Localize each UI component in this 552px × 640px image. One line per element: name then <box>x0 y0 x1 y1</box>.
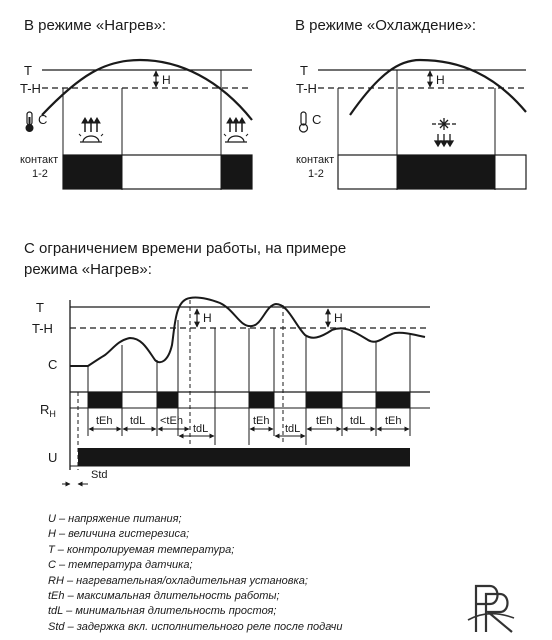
cooling-t-h-label: T-H <box>296 81 317 96</box>
legend-item: T – контролируемая температура; <box>48 543 235 556</box>
cooling-contact-label: контакт <box>296 154 335 166</box>
cooling-t-label: T <box>300 63 308 78</box>
limited-h-label-1: H <box>203 311 212 325</box>
heating-diagram <box>20 60 252 190</box>
cooling-contact-number: 1-2 <box>308 168 324 180</box>
legend-item: tEh – максимальная длительность работы; <box>48 590 280 603</box>
limited-temperature-curve <box>70 297 425 366</box>
cooling-mode-title: В режиме «Охлаждение»: <box>295 17 477 34</box>
limited-rh-on-5 <box>376 392 410 408</box>
legend-item: RH – нагревательная/охладительная установка; <box>48 574 308 587</box>
interval-label-tdL-4: tdL <box>350 415 366 427</box>
limited-h-label-2: H <box>334 311 343 325</box>
interval-label-tEh-2: tEh <box>253 415 270 427</box>
heat-arrows-icon <box>224 118 248 142</box>
interval-label-tEh-3: tEh <box>316 415 333 427</box>
heating-t-label: T <box>24 63 32 78</box>
heating-c-label: C <box>38 112 48 127</box>
limited-time-title-line2: режима «Нагрев»: <box>24 261 152 278</box>
heat-arrows-icon <box>79 118 103 142</box>
limited-rh-on-3 <box>249 392 274 408</box>
thermometer-icon <box>300 112 308 132</box>
cooling-c-label: C <box>312 112 322 127</box>
interval-label-tdL-3: tdL <box>285 423 301 435</box>
heating-contact-on-1 <box>63 155 122 189</box>
cooling-h-label: H <box>436 73 445 87</box>
limited-rh-on-1 <box>88 392 122 408</box>
heating-contact-label: контакт <box>20 154 59 166</box>
interval-label-tEh-1: tEh <box>96 415 113 427</box>
limited-t-h-label: T-H <box>32 321 53 336</box>
std-label: Std <box>91 469 108 481</box>
snowflake-icon <box>432 118 456 146</box>
limited-rh-label: $R_H$ <box>40 402 56 419</box>
interval-label-tdL-1: tdL <box>130 415 146 427</box>
limited-u-on <box>78 448 410 466</box>
limited-u-label: U <box>48 450 58 465</box>
limited-time-diagram <box>32 297 430 484</box>
legend-item: U – напряжение питания; <box>48 513 182 525</box>
legend-item: C – температура датчика; <box>48 559 193 572</box>
limited-c-label: C <box>48 357 58 372</box>
heating-contact-number: 1-2 <box>32 168 48 180</box>
legend <box>48 512 342 635</box>
limited-t-label: T <box>36 300 44 315</box>
logo-icon <box>468 586 514 632</box>
interval-label-tdL-2: tdL <box>193 423 209 435</box>
interval-label-tEh-4: tEh <box>385 415 402 427</box>
heating-contact-on-2 <box>221 155 252 189</box>
heating-mode-title: В режиме «Нагрев»: <box>24 17 167 34</box>
legend-item: Std – задержка вкл. исполнительного реле после подачи <box>48 620 343 633</box>
cooling-diagram <box>296 60 526 190</box>
limited-time-title-line1: С ограничением времени работы, на примере <box>24 240 347 257</box>
limited-rh-on-2 <box>157 392 178 408</box>
heating-h-label: H <box>162 73 171 87</box>
legend-item: H – величина гистерезиса; <box>48 528 190 541</box>
interval-label-lt-tEh: <tEh <box>160 415 183 427</box>
heating-t-h-label: T-H <box>20 81 41 96</box>
thermometer-icon <box>26 112 34 132</box>
cooling-contact-on <box>397 155 495 189</box>
limited-rh-on-4 <box>306 392 342 408</box>
legend-item: tdL – минимальная длительность простоя; <box>48 605 277 618</box>
